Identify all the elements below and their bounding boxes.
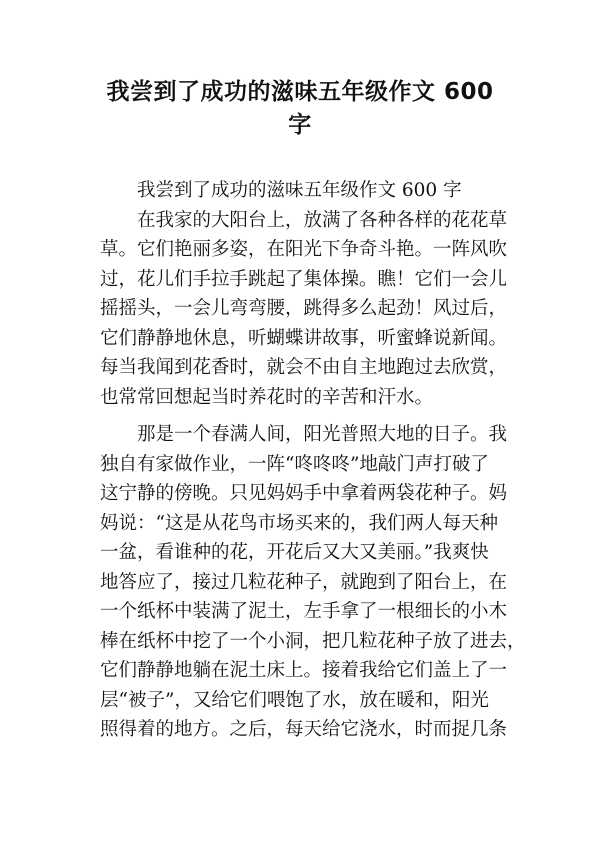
text-line: 一个纸杯中装满了泥土，左手拿了一根细长的小木 — [100, 601, 508, 622]
text-line: 独自有家做作业，一阵“咚咚咚”地敲门声打破了 — [100, 453, 489, 475]
text-line: 在我家的大阳台上，放满了各种各样的花花草 — [100, 209, 508, 231]
text-line: 那是一个春满人间，阳光普照大地的日子。我 — [100, 424, 508, 445]
document-title — [60, 76, 540, 142]
text-line: 层“被子”，又给它们喂饱了水，放在暖和，阳光 — [100, 689, 489, 711]
text-line: 它们静静地休息，听蝴蝶讲故事，听蜜蜂说新闻。 — [100, 327, 508, 349]
text-line: 妈说：“这是从花鸟市场买来的，我们两人每天种 — [100, 512, 498, 534]
text-line: 每当我闻到花香时，就会不由自主地跑过去欣赏， — [100, 357, 508, 378]
text-line: 棒在纸杯中挖了一个小洞，把几粒花种子放了进去， — [100, 630, 526, 652]
title-line: 我尝到了成功的滋味五年级作文 600 — [106, 79, 494, 105]
title-line: 字 — [288, 112, 312, 138]
document-body — [100, 176, 526, 745]
text-line: 我尝到了成功的滋味五年级作文 600 字 — [100, 180, 462, 201]
text-line: 也常常回想起当时养花时的辛苦和汗水。 — [100, 386, 434, 408]
paragraph-2 — [100, 420, 526, 745]
paragraph-subtitle — [100, 176, 512, 206]
text-line: 这宁静的傍晚。只见妈妈手中拿着两袋花种子。妈 — [100, 483, 508, 504]
text-line: 地答应了，接过几粒花种子，就跑到了阳台上，在 — [100, 571, 508, 593]
text-line: 摇摇头，一会儿弯弯腰，跳得多么起劲！风过后， — [100, 298, 508, 319]
text-line: 照得着的地方。之后，每天给它浇水，时而捉几条 — [100, 719, 508, 740]
text-line: 一盆，看谁种的花，开花后又大又美丽。”我爽快 — [100, 542, 489, 563]
text-line: 过，花儿们手拉手跳起了集体操。瞧！它们一会儿 — [100, 268, 508, 290]
text-line: 它们静静地躺在泥土床上。接着我给它们盖上了一 — [100, 660, 508, 681]
paragraph-1 — [100, 206, 512, 413]
text-line: 草。它们艳丽多姿，在阳光下争奇斗艳。一阵风吹 — [100, 239, 508, 260]
paragraph-gap — [100, 412, 512, 420]
